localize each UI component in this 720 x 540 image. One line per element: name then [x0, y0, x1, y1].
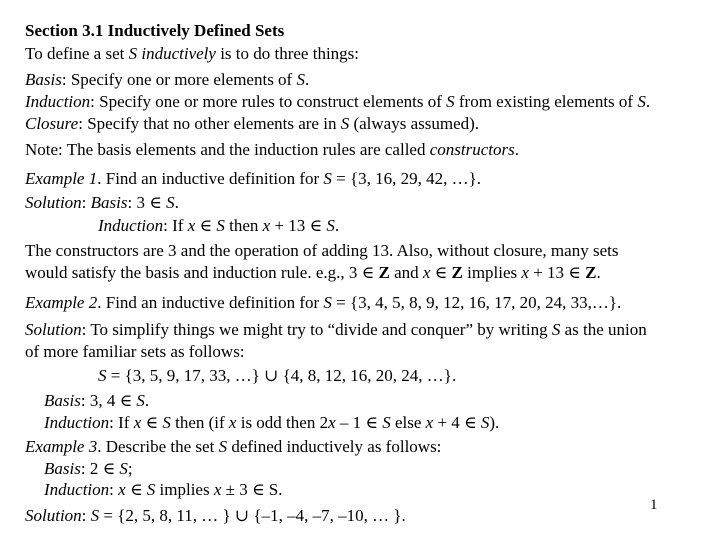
integers-symbol: Z	[451, 263, 463, 282]
example-2-induction	[44, 412, 499, 434]
example-2-heading	[25, 292, 621, 314]
set-symbol: S	[480, 413, 490, 432]
example-3-induction	[44, 479, 283, 501]
intro-text: is to do three things:	[215, 44, 360, 63]
text: ).	[489, 413, 500, 432]
set-symbol: S	[136, 391, 145, 410]
text: : 3, 4 ∈	[80, 391, 137, 410]
example-3-solution	[25, 505, 406, 527]
text: .	[596, 263, 601, 282]
inductively-term: inductively	[141, 44, 216, 63]
text: : 2 ∈	[80, 459, 120, 478]
text: defined inductively as follows:	[227, 437, 442, 456]
text: as the union	[560, 320, 647, 339]
text: then	[224, 216, 263, 235]
example-1-solution-basis	[25, 192, 179, 214]
basis-label: Basis	[90, 193, 128, 212]
set-symbol: S	[216, 216, 225, 235]
text: : If	[109, 413, 134, 432]
text: and	[389, 263, 423, 282]
basis-definition	[25, 69, 309, 91]
set-symbol: S	[551, 320, 561, 339]
integers-symbol: Z	[585, 263, 597, 282]
text: : Specify one or more elements of	[61, 70, 297, 89]
set-symbol: S	[162, 413, 171, 432]
text: .	[144, 391, 150, 410]
text: . Find an inductive definition for	[97, 169, 324, 188]
integers-symbol: Z	[378, 263, 390, 282]
example-3-heading	[25, 436, 441, 458]
text: ± 3 ∈ S.	[221, 480, 283, 499]
text: .	[645, 92, 651, 111]
example-3-basis	[44, 458, 133, 480]
text: .	[334, 216, 340, 235]
induction-label: Induction	[98, 216, 164, 235]
basis-label: Basis	[25, 70, 62, 89]
set-symbol: S	[98, 366, 107, 385]
text: .	[514, 140, 519, 159]
variable: x	[262, 216, 271, 235]
page-title: Section 3.1 Inductively Defined Sets	[25, 21, 285, 40]
text: : Specify one or more rules to construct elements of	[90, 92, 447, 111]
example-1-paragraph-line-2	[25, 262, 601, 284]
basis-label: Basis	[44, 391, 81, 410]
text: from existing elements of	[454, 92, 638, 111]
closure-definition	[25, 113, 479, 135]
text: :	[109, 480, 119, 499]
closure-label: Closure	[25, 114, 79, 133]
variable: x	[187, 216, 196, 235]
basis-label: Basis	[44, 459, 81, 478]
set-symbol: S	[166, 193, 175, 212]
intro-text: To define a set	[25, 44, 129, 63]
text: = {3, 16, 29, 42, …}.	[331, 169, 482, 188]
set-symbol: S	[90, 506, 100, 525]
text: ∈	[141, 413, 163, 432]
example-1-paragraph-line-1: The constructors are 3 and the operation of adding 13. Also, without closure, many sets	[25, 241, 619, 260]
solution-label: Solution	[25, 506, 82, 525]
text: . Describe the set	[97, 437, 219, 456]
text: . Find an inductive definition for	[97, 293, 324, 312]
set-symbol: S	[340, 114, 350, 133]
text: else	[390, 413, 426, 432]
induction-definition	[25, 91, 650, 113]
text: implies	[462, 263, 522, 282]
set-symbol: S	[446, 92, 455, 111]
set-symbol: S	[382, 413, 391, 432]
example-label: Example 2	[25, 293, 98, 312]
text: ∈	[430, 263, 452, 282]
example-2-solution-line-1	[25, 319, 647, 341]
text: = {3, 4, 5, 8, 9, 12, 16, 17, 20, 24, 33,…}.	[331, 293, 622, 312]
text: would satisfy the basis and induction rule. e.g., 3 ∈	[25, 263, 379, 282]
set-symbol: S	[323, 169, 332, 188]
set-symbol: S	[637, 92, 646, 111]
text: :	[81, 193, 91, 212]
text: .	[174, 193, 179, 212]
set-symbol: S	[146, 480, 156, 499]
variable: x	[425, 413, 434, 432]
set-symbol: S	[119, 459, 128, 478]
set-symbol: S	[326, 216, 335, 235]
text: : Specify that no other elements are in	[78, 114, 341, 133]
text: – 1 ∈	[335, 413, 383, 432]
variable: x	[133, 413, 142, 432]
text: (always assumed).	[349, 114, 480, 133]
example-2-union	[98, 365, 456, 387]
induction-label: Induction	[44, 413, 110, 432]
example-label: Example 3	[25, 437, 98, 456]
induction-label: Induction	[44, 480, 110, 499]
text: then (if	[170, 413, 229, 432]
variable: x	[228, 413, 237, 432]
example-1-heading	[25, 168, 481, 190]
text: + 4 ∈	[433, 413, 481, 432]
variable: x	[422, 263, 431, 282]
text: Note: The basis elements and the induction rules are called	[25, 140, 430, 159]
set-symbol: S	[323, 293, 332, 312]
text: :	[81, 506, 91, 525]
variable: x	[521, 263, 529, 282]
page-number: 1	[650, 497, 658, 513]
variable: x	[328, 413, 336, 432]
text: .	[304, 70, 310, 89]
text: + 13 ∈	[270, 216, 327, 235]
variable: x	[118, 480, 126, 499]
text: is odd then 2	[236, 413, 329, 432]
text: implies	[155, 480, 214, 499]
solution-label: Solution	[25, 320, 82, 339]
set-symbol: S	[296, 70, 305, 89]
example-label: Example 1	[25, 169, 98, 188]
text: ;	[127, 459, 133, 478]
example-2-solution-line-2: of more familiar sets as follows:	[25, 342, 245, 361]
text: = {2, 5, 8, 11, … } ∪ {–1, –4, –7, –10, … }.	[99, 506, 406, 525]
solution-label: Solution	[25, 193, 82, 212]
variable: x	[213, 480, 222, 499]
example-1-induction	[98, 215, 339, 237]
constructors-term: constructors	[429, 140, 515, 159]
text: ∈	[125, 480, 147, 499]
text: = {3, 5, 9, 17, 33, …} ∪ {4, 8, 12, 16, 20, 24, …}.	[106, 366, 457, 385]
example-2-basis	[44, 390, 149, 412]
induction-label: Induction	[25, 92, 91, 111]
text: : 3 ∈	[127, 193, 167, 212]
text: ∈	[195, 216, 217, 235]
set-symbol: S	[218, 437, 228, 456]
text: : To simplify things we might try to “divide and conquer” by writing	[81, 320, 552, 339]
text: + 13 ∈	[528, 263, 586, 282]
intro-line	[25, 43, 359, 65]
text: : If	[163, 216, 188, 235]
note-line	[25, 139, 519, 161]
set-symbol: S	[128, 44, 138, 63]
